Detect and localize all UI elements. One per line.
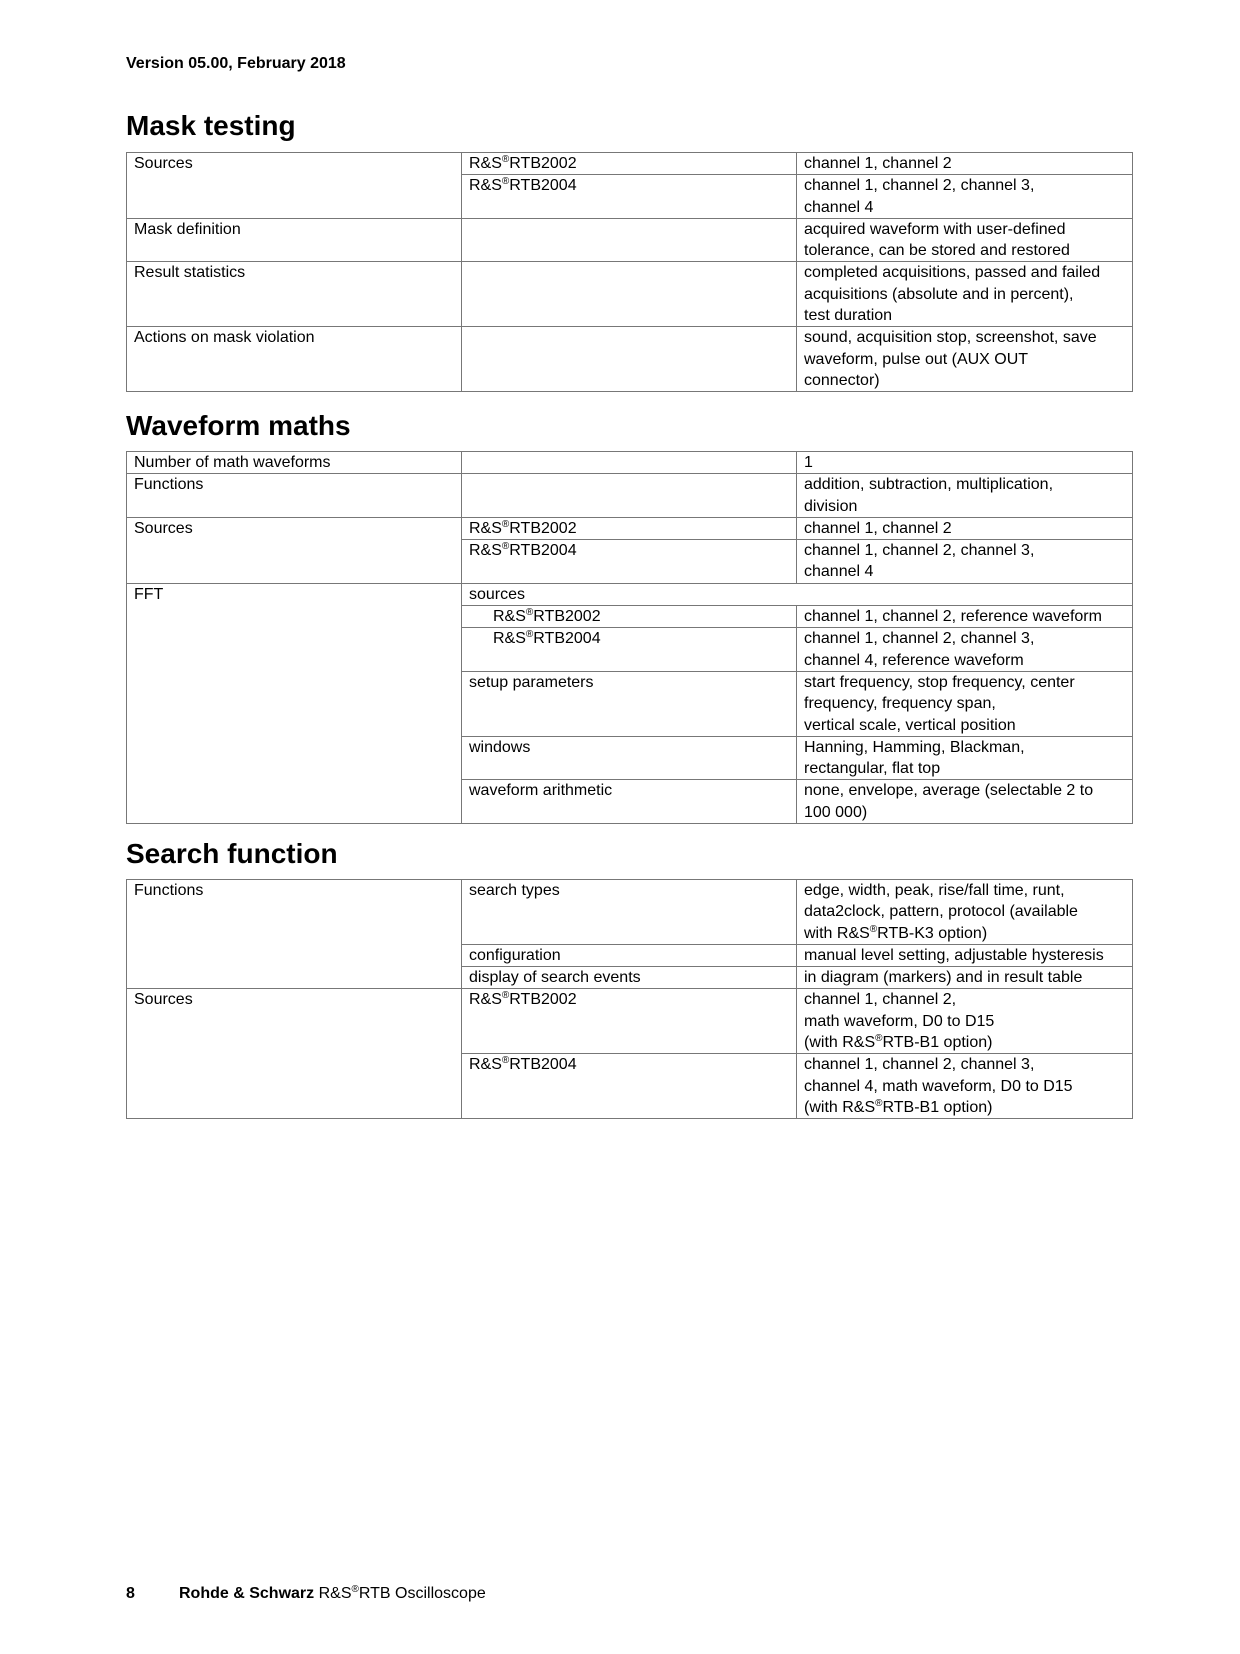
table-row <box>127 153 1133 175</box>
result-statistics-label: Result statistics <box>127 262 462 327</box>
num-math-value: 1 <box>797 452 1133 474</box>
rtb2004-sources-value: channel 1, channel 2, channel 3, channel 4, math waveform, D0 to D15 (with R&S®RTB-B1 option) <box>797 1054 1133 1119</box>
waveform-maths-table <box>126 451 1133 824</box>
fft-model-rtb2004: R&S®RTB2004 <box>462 628 797 672</box>
table-row <box>127 474 1133 518</box>
functions-label: Functions <box>127 474 462 518</box>
version-line: Version 05.00, February 2018 <box>126 55 346 72</box>
waveform-arithmetic-value: none, envelope, average (selectable 2 to 100 000) <box>797 780 1133 824</box>
display-search-events-label: display of search events <box>462 967 797 989</box>
configuration-label: configuration <box>462 944 797 966</box>
model-rtb2002: R&S®RTB2002 <box>462 517 797 539</box>
table-row <box>127 452 1133 474</box>
search-types-value: edge, width, peak, rise/fall time, runt, data2clock, pattern, protocol (available with R&S®RTB-K3 option) <box>797 880 1133 945</box>
sources-label: Sources <box>127 989 462 1119</box>
num-math-label: Number of math waveforms <box>127 452 462 474</box>
rtb2004-sources-value: channel 1, channel 2, channel 3, channel 4 <box>797 175 1133 219</box>
setup-parameters-value: start frequency, stop frequency, center frequency, frequency span, vertical scale, vertical position <box>797 671 1133 736</box>
fft-rtb2002-value: channel 1, channel 2, reference waveform <box>797 606 1133 628</box>
fft-sources-label: sources <box>462 583 1133 605</box>
footer-brand: Rohde & Schwarz <box>179 1585 315 1602</box>
model-rtb2004: R&S®RTB2004 <box>462 540 797 584</box>
search-function-table <box>126 879 1133 1119</box>
footer-product: R&S®RTB Oscilloscope <box>318 1584 486 1602</box>
rtb2002-sources-value: channel 1, channel 2, math waveform, D0 to D15 (with R&S®RTB-B1 option) <box>797 989 1133 1054</box>
model-rtb2004: R&S®RTB2004 <box>462 1054 797 1119</box>
mask-definition-value: acquired waveform with user-defined tolerance, can be stored and restored <box>797 218 1133 262</box>
display-search-events-value: in diagram (markers) and in result table <box>797 967 1133 989</box>
actions-label: Actions on mask violation <box>127 327 462 392</box>
search-function-heading: Search function <box>126 838 338 869</box>
page-footer <box>126 1585 486 1603</box>
table-row <box>127 262 1133 327</box>
table-row <box>127 583 1133 605</box>
setup-parameters-label: setup parameters <box>462 671 797 736</box>
windows-value: Hanning, Hamming, Blackman, rectangular, flat top <box>797 736 1133 780</box>
mask-definition-label: Mask definition <box>127 218 462 262</box>
waveform-maths-heading: Waveform maths <box>126 410 351 441</box>
page-number: 8 <box>126 1585 135 1602</box>
fft-rtb2004-value: channel 1, channel 2, channel 3, channel 4, reference waveform <box>797 628 1133 672</box>
rtb2004-sources-value: channel 1, channel 2, channel 3, channel 4 <box>797 540 1133 584</box>
waveform-arithmetic-label: waveform arithmetic <box>462 780 797 824</box>
result-statistics-value: completed acquisitions, passed and failed acquisitions (absolute and in percent), test duration <box>797 262 1133 327</box>
table-row <box>127 880 1133 945</box>
fft-label: FFT <box>127 583 462 823</box>
configuration-value: manual level setting, adjustable hysteresis <box>797 944 1133 966</box>
rtb2002-sources-value: channel 1, channel 2 <box>797 153 1133 175</box>
model-rtb2004: R&S®RTB2004 <box>462 175 797 219</box>
functions-label: Functions <box>127 880 462 989</box>
table-row <box>127 517 1133 539</box>
functions-value: addition, subtraction, multiplication, division <box>797 474 1133 518</box>
mask-testing-table <box>126 152 1133 392</box>
fft-model-rtb2002: R&S®RTB2002 <box>462 606 797 628</box>
sources-label: Sources <box>127 517 462 583</box>
actions-value: sound, acquisition stop, screenshot, save waveform, pulse out (AUX OUT connector) <box>797 327 1133 392</box>
table-row <box>127 989 1133 1054</box>
model-rtb2002: R&S®RTB2002 <box>462 989 797 1054</box>
rtb2002-sources-value: channel 1, channel 2 <box>797 517 1133 539</box>
model-rtb2002: R&S®RTB2002 <box>462 153 797 175</box>
sources-label: Sources <box>127 153 462 219</box>
windows-label: windows <box>462 736 797 780</box>
search-types-label: search types <box>462 880 797 945</box>
mask-testing-heading: Mask testing <box>126 110 296 141</box>
table-row <box>127 327 1133 392</box>
table-row <box>127 218 1133 262</box>
